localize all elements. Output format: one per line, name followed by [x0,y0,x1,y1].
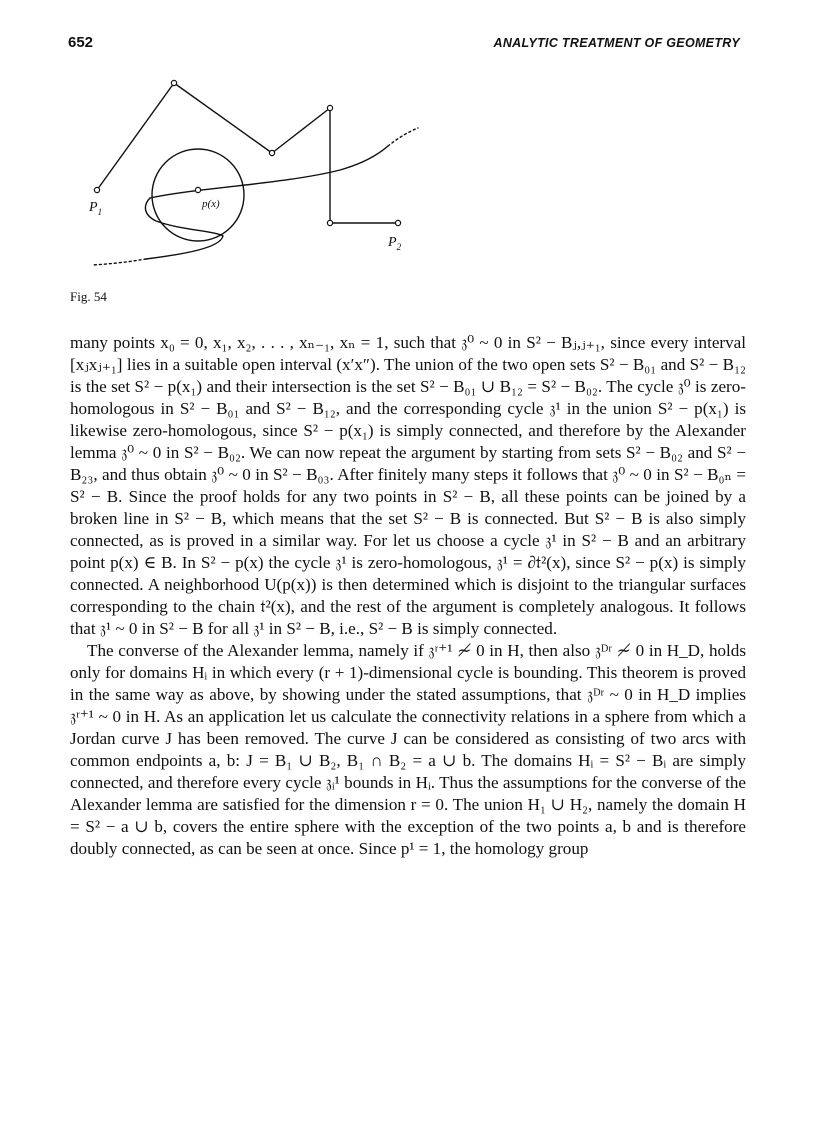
point-px [195,187,200,192]
paragraph-1: many points x₀ = 0, x₁, x₂, . . . , xₙ₋₁, xₙ = 1, such that 𝔷⁰ ~ 0 in S² − Bⱼ,ⱼ₊₁, since every interval [xⱼxⱼ₊₁] lies in a suitable open interval (x′x″). The union of the two open sets S² − B₀₁ and S² − B₁₂ is the set S² − p(x₁) and their intersection is the set S² − B₀₁ ∪ B₁₂ = S² − B₀₂. The cycle 𝔷⁰ is zero-homologous in S² − B₀₁ and S² − B₁₂, and the corresponding cycle 𝔷¹ in the union S² − p(x₁) is likewise zero-homologous, since S² − p(x₁) is simply connected, and therefore by the Alexander lemma 𝔷⁰ ~ 0 in S² − B₀₂. We can now repeat the argument by starting from sets S² − B₀₂ and S² − B₂₃, and thus obtain 𝔷⁰ ~ 0 in S² − B₀₃. After finitely many steps it follows that 𝔷⁰ ~ 0 in S² − B₀ₙ = S² − B. Since the proof holds for any two points in S² − B, all these points can be joined by a broken line in S² − B, which means that the set S² − B is connected. But S² − B is also simply connected, as is proved in a similar way. For let us choose a cycle 𝔷¹ in S² − B and an arbitrary point p(x) ∈ B. In S² − p(x) the cycle 𝔷¹ is zero-homologous, 𝔷¹ = ∂𝔱²(x), since S² − p(x) is simply connected. A neighborhood U(p(x)) is then determined which is disjoint to the triangular surfaces corresponding to the chain 𝔱²(x), and the rest of the argument is completely analogous. It follows that 𝔷¹ ~ 0 in S² − B for all 𝔷¹ in S² − B, i.e., S² − B is simply connected. [70,333,746,638]
page-header [68,34,740,56]
running-head: ANALYTIC TREATMENT OF GEOMETRY [493,36,740,50]
paragraph-2: The converse of the Alexander lemma, namely if 𝔷ʳ⁺¹ ≁ 0 in H, then also 𝔷ᴰʳ ≁ 0 in H_D, holds only for domains Hᵢ in which every (r + 1)-dimensional cycle is bounding. This theorem is proved in the same way as above, by showing under the stated assumptions, that 𝔷ᴰʳ ~ 0 in H_D implies 𝔷ʳ⁺¹ ~ 0 in H. As an application let us calculate the connectivity relations in a sphere from which a Jordan curve J has been removed. The curve J can be considered as consisting of two arcs with common endpoints a, b: J = B₁ ∪ B₂, B₁ ∩ B₂ = a ∪ b. The domains Hᵢ = S² − Bᵢ are simply connected, and therefore every cycle 𝔷ᵢ¹ bounds in Hᵢ. Thus the assumptions for the converse of the Alexander lemma are satisfied for the dimension r = 0. The union H₁ ∪ H₂, namely the domain H = S² − a ∪ b, covers the entire sphere with the exception of the two points a, b and is therefore doubly connected, as can be seen at once. Since p¹ = 1, the homology group [70,641,746,858]
broken-line [97,83,398,223]
jordan-arc-dotted-lower [92,259,146,265]
figure-54 [70,68,490,283]
label-p1: $P_1$ [89,200,103,217]
jordan-arc-dotted-upper [388,128,418,146]
vertex-mid [269,150,274,155]
body-text [70,332,746,860]
page-number: 652 [68,34,94,51]
label-px: p(x) [202,198,220,210]
vertex-p2 [395,220,400,225]
figure-caption: Fig. 54 [70,289,107,304]
vertex-corner [327,220,332,225]
label-p2: $P_2$ [388,235,402,252]
vertex-top [171,80,176,85]
vertex-right-top [327,105,332,110]
vertex-p1 [94,187,99,192]
